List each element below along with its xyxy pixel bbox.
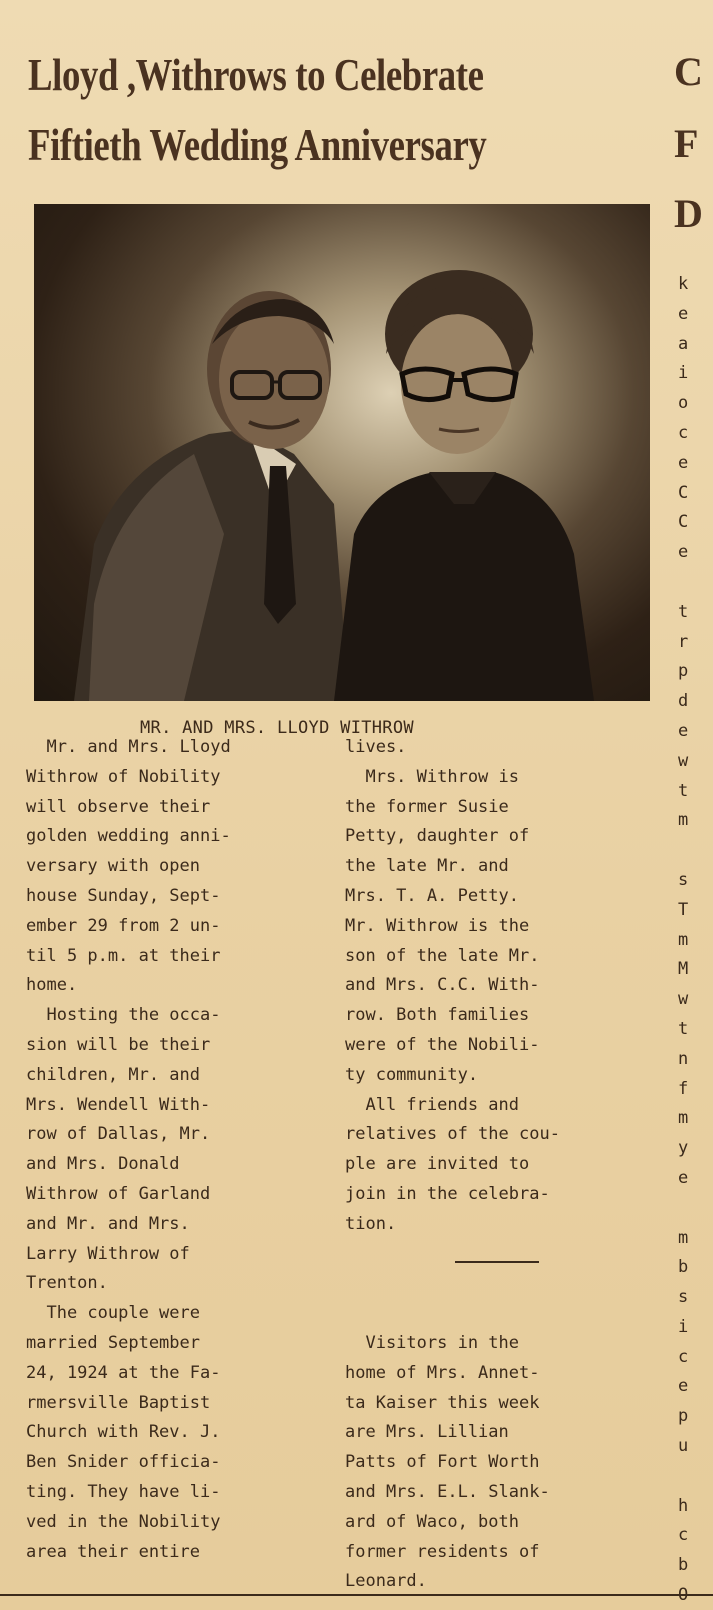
text-line: Mrs. Wendell With- <box>26 1094 211 1115</box>
text-line: children, Mr. and <box>26 1064 200 1085</box>
text-fragment: h <box>678 1495 689 1516</box>
text-line: are Mrs. Lillian <box>345 1422 509 1443</box>
adjacent-article-strip <box>660 0 713 1610</box>
text-line: home. <box>26 975 78 996</box>
text-fragment: r <box>678 631 689 652</box>
text-line: ember 29 from 2 un- <box>26 915 221 936</box>
text-fragment: y <box>678 1138 689 1159</box>
text-line: ved in the Nobility <box>26 1511 221 1532</box>
text-line: house Sunday, Sept- <box>26 885 221 906</box>
headline-line-1: Lloyd ,Withrows to Celebrate <box>28 49 484 100</box>
text-fragment: p <box>678 661 689 682</box>
text-fragment: c <box>678 422 689 443</box>
text-line: ty community. <box>345 1064 479 1085</box>
text-line: and Mrs. Donald <box>26 1154 180 1175</box>
spacer <box>345 1299 635 1329</box>
adjacent-headline-letter: C <box>674 49 703 94</box>
text-fragment: p <box>678 1406 689 1427</box>
text-line: til 5 p.m. at their <box>26 945 221 966</box>
text-line: ard of Waco, both <box>345 1511 519 1532</box>
text-line: tion. <box>345 1213 397 1234</box>
text-fragment: e <box>678 1167 689 1188</box>
text-fragment: c <box>678 1525 689 1546</box>
text-fragment: t <box>678 780 689 801</box>
text-line: Church with Rev. J. <box>26 1422 221 1443</box>
text-line: Larry Withrow of <box>26 1243 190 1264</box>
text-line: versary with open <box>26 856 200 877</box>
section-divider <box>455 1261 539 1263</box>
text-fragment: i <box>678 363 689 384</box>
text-fragment: e <box>678 720 689 741</box>
text-line: Mrs. Withrow is <box>345 766 519 787</box>
text-fragment: u <box>678 1436 689 1457</box>
text-line: row of Dallas, Mr. <box>26 1124 211 1145</box>
text-fragment: e <box>678 452 689 473</box>
text-fragment: e <box>678 1376 689 1397</box>
text-line: lives. <box>345 737 407 757</box>
text-line: ta Kaiser this week <box>345 1392 540 1413</box>
text-fragment: m <box>678 929 689 950</box>
text-line: Leonard. <box>345 1571 427 1592</box>
headline <box>28 40 524 180</box>
text-fragment: C <box>678 482 689 503</box>
text-fragment: w <box>678 989 689 1010</box>
page-bottom-rule <box>0 1594 713 1596</box>
text-line: the former Susie <box>345 796 509 817</box>
text-line: Patts of Fort Worth <box>345 1452 540 1473</box>
adjacent-headline-letter: F <box>674 121 699 166</box>
text-line: The couple were <box>26 1303 200 1324</box>
text-line: Hosting the occa- <box>26 1005 221 1026</box>
text-line: Mr. Withrow is the <box>345 915 530 936</box>
text-fragment: m <box>678 1108 689 1129</box>
text-line: Trenton. <box>26 1273 108 1294</box>
text-fragment: t <box>678 601 689 622</box>
text-line: All friends and <box>345 1094 519 1115</box>
text-fragment <box>678 836 688 866</box>
text-line: Withrow of Garland <box>26 1183 211 1204</box>
text-fragment: w <box>678 750 689 771</box>
text-fragment: e <box>678 303 689 324</box>
text-fragment: a <box>678 333 689 354</box>
text-fragment: e <box>678 542 689 563</box>
text-line: ple are invited to <box>345 1154 530 1175</box>
text-line: home of Mrs. Annet- <box>345 1362 540 1383</box>
text-fragment: m <box>678 810 689 831</box>
text-line: Mr. and Mrs. Lloyd <box>26 737 231 757</box>
text-line: will observe their <box>26 796 211 817</box>
text-fragment: T <box>678 899 689 920</box>
adjacent-headline-letter: D <box>674 191 703 236</box>
text-line: row. Both families <box>345 1005 530 1026</box>
text-line: and Mrs. E.L. Slank- <box>345 1481 550 1502</box>
text-fragment: b <box>678 1257 689 1278</box>
text-line: join in the celebra- <box>345 1183 550 1204</box>
text-fragment: b <box>678 1555 689 1576</box>
text-line: were of the Nobili- <box>345 1034 540 1055</box>
text-fragment: n <box>678 1048 689 1069</box>
text-fragment: s <box>678 1287 689 1308</box>
couple-portrait-image <box>34 204 650 701</box>
text-line: ting. They have li- <box>26 1481 221 1502</box>
text-line: and Mr. and Mrs. <box>26 1213 190 1234</box>
text-line: Mrs. T. A. Petty. <box>345 885 519 906</box>
text-fragment <box>678 1194 688 1224</box>
text-fragment: m <box>678 1227 689 1248</box>
text-line: sion will be their <box>26 1034 211 1055</box>
text-line: Ben Snider officia- <box>26 1452 221 1473</box>
text-line: the late Mr. and <box>345 856 509 877</box>
text-fragment: t <box>678 1018 689 1039</box>
text-fragment: i <box>678 1316 689 1337</box>
text-fragment: o <box>678 393 689 414</box>
text-line: former residents of <box>345 1541 540 1562</box>
text-fragment <box>678 1462 688 1492</box>
text-fragment: M <box>678 959 689 980</box>
text-line: and Mrs. C.C. With- <box>345 975 540 996</box>
spacer <box>345 1240 635 1270</box>
text-line: 24, 1924 at the Fa- <box>26 1362 221 1383</box>
text-fragment: C <box>678 512 689 533</box>
text-line: Visitors in the <box>345 1332 519 1353</box>
headline-line-2: Fiftieth Wedding Anniversary <box>28 119 487 170</box>
text-fragment: k <box>678 274 689 294</box>
text-fragment <box>678 568 688 598</box>
photo-caption: MR. AND MRS. LLOYD WITHROW <box>140 718 414 738</box>
article-column-1 <box>26 733 326 1567</box>
text-fragment: d <box>678 691 689 712</box>
text-fragment: f <box>678 1078 689 1099</box>
text-line: Petty, daughter of <box>345 826 530 847</box>
adjacent-article-text <box>678 270 688 1610</box>
text-line: golden wedding anni- <box>26 826 231 847</box>
text-fragment: c <box>678 1346 689 1367</box>
text-line: area their entire <box>26 1541 200 1562</box>
article-column-2 <box>345 733 635 1597</box>
text-fragment: s <box>678 869 689 890</box>
text-line: son of the late Mr. <box>345 945 540 966</box>
text-fragment: O <box>678 1585 689 1606</box>
couple-photo <box>34 204 650 701</box>
spacer <box>345 1269 635 1299</box>
text-line: Withrow of Nobility <box>26 766 221 787</box>
text-line: relatives of the cou- <box>345 1124 560 1145</box>
text-line: married September <box>26 1332 200 1353</box>
text-line: rmersville Baptist <box>26 1392 211 1413</box>
